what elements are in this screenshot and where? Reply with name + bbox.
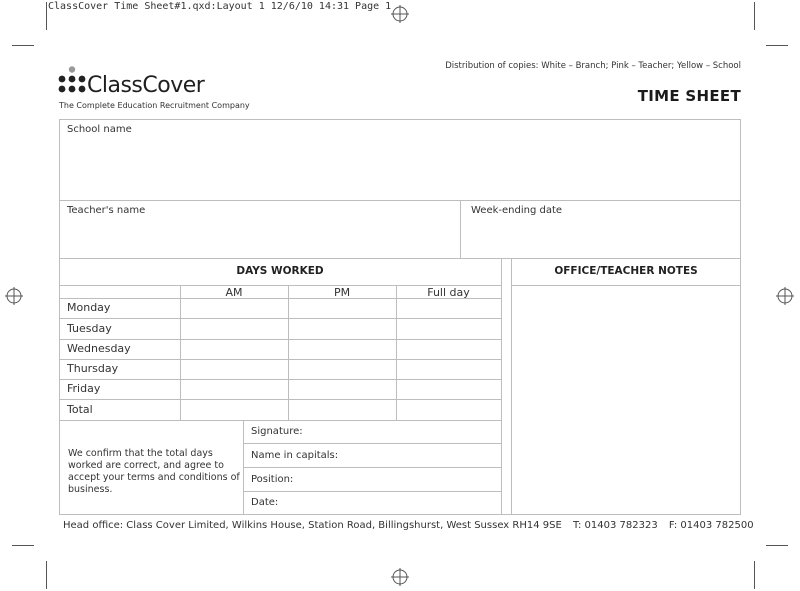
logo-wordmark: ClassCover <box>87 73 205 98</box>
position-label: Position: <box>251 474 294 485</box>
school-name-field[interactable] <box>60 138 740 199</box>
logo-tagline: The Complete Education Recruitment Company <box>59 101 250 110</box>
signature-label: Signature: <box>251 426 303 437</box>
column-full-day: Full day <box>427 286 470 299</box>
notes-field[interactable] <box>513 287 739 513</box>
footer-fax: F: 01403 782500 <box>668 520 754 531</box>
registration-mark-bottom-icon <box>391 568 409 586</box>
row-wednesday: Wednesday <box>67 342 131 355</box>
confirmation-text: We confirm that the total days worked are correct, and agree to accept your terms and conditions of business. <box>68 448 240 495</box>
teacher-name-field[interactable] <box>60 219 459 257</box>
row-tuesday: Tuesday <box>67 322 112 335</box>
page-title: TIME SHEET <box>637 87 741 105</box>
footer-address: Head office: Class Cover Limited, Wilkins House, Station Road, Billingshurst, West Sussex RH14 9SE <box>63 520 562 531</box>
date-label: Date: <box>251 497 279 508</box>
column-pm: PM <box>333 286 351 299</box>
teacher-name-label: Teacher's name <box>67 205 146 216</box>
name-in-capitals-label: Name in capitals: <box>251 450 339 461</box>
registration-mark-left-icon <box>5 287 23 305</box>
distribution-note: Distribution of copies: White – Branch; Pink – Teacher; Yellow – School <box>445 61 741 71</box>
week-ending-field[interactable] <box>462 219 739 257</box>
school-name-label: School name <box>67 124 132 135</box>
print-slug: ClassCover Time Sheet#1.qxd:Layout 1 12/6/10 14:31 Page 1 <box>48 1 392 12</box>
row-friday: Friday <box>67 382 101 395</box>
registration-mark-right-icon <box>776 287 794 305</box>
column-am: AM <box>225 286 243 299</box>
row-total: Total <box>67 403 93 416</box>
week-ending-label: Week-ending date <box>471 205 563 216</box>
registration-mark-top-icon <box>391 5 409 23</box>
footer <box>59 520 754 531</box>
row-monday: Monday <box>67 301 111 314</box>
notes-heading: OFFICE/TEACHER NOTES <box>554 265 698 277</box>
footer-phone: T: 01403 782323 <box>572 520 658 531</box>
days-worked-heading: DAYS WORKED <box>236 265 324 277</box>
dot-grid-logo-icon <box>58 66 86 100</box>
row-thursday: Thursday <box>67 362 119 375</box>
